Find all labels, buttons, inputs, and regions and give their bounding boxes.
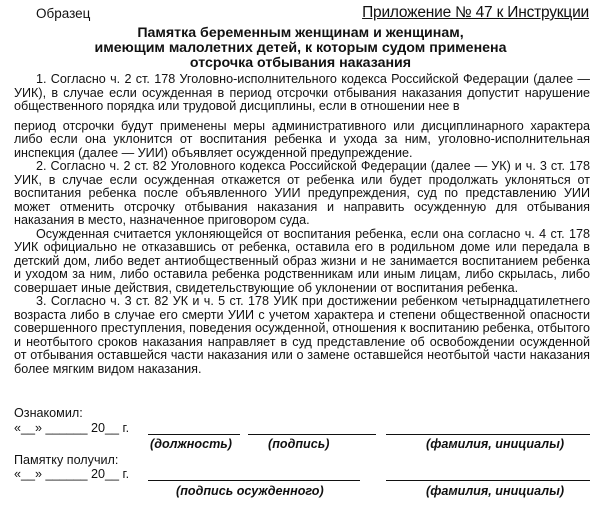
paragraph-1-continued: период отсрочки будут применены меры административного или дисциплинарного характера либо если она уклонится от воспитания ребенка и ухода за ним, уголовно-исполнительная инспекция (далее — УИИ) объявляет осужденной предупреждение. [14, 118, 590, 160]
caption-position: (должность) [150, 437, 232, 451]
title-line-2: имеющим малолетних детей, к которым судом применена [94, 40, 507, 56]
paragraph-3: Осужденная считается уклоняющейся от воспитания ребенка, если она согласно ч. 4 ст. 178 УИК официально не отказавшись от ребенка, оставила его в родильном доме или передала в детский дом, либо ведет антиобщественный образ жизни и не занимается воспитанием ребенка и уходом за ним, либо оставила ребенка родственникам или иным лицам, либо скрылась, либо совершает иные действия, свидетельствующие об уклонении от воспитания ребенка. [14, 226, 590, 295]
paragraph-2: 2. Согласно ч. 2 ст. 82 Уголовного кодекса Российской Федерации (далее — УК) и ч. 3 ст. 178 УИК, в случае если осужденная откажется от ребенка или будет продолжать уклоняться от воспитания ребенка после объявленного УИИ предупреждения, суд по представлению УИИ может отменить отсрочку отбывания наказания и направить осужденную для отбывания наказания в место, назначенное приговором суда. [14, 159, 590, 227]
title-line-1: Памятка беременным женщинам и женщинам, [137, 25, 464, 41]
caption-convict-signature: (подпись осужденного) [176, 484, 324, 498]
received-label: Памятку получил: [14, 453, 119, 467]
acknowledged-date: «__» ______ 20__ г. [14, 421, 130, 435]
name-field[interactable] [386, 434, 590, 435]
paragraph-1: 1. Согласно ч. 2 ст. 178 Уголовно-исполнительного кодекса Российской Федерации (далее — УИК), в случае если осужденная в период отсрочки отбывания наказания допустит нарушение общественного порядка или трудовой дисциплины, если в отношении нее в [14, 72, 590, 113]
caption-convict-name: (фамилия, инициалы) [426, 484, 565, 498]
document-title [0, 26, 601, 71]
document-body [14, 73, 590, 376]
caption-name: (фамилия, инициалы) [426, 437, 565, 451]
title-line-3: отсрочка отбывания наказания [189, 55, 412, 71]
signature-field[interactable] [248, 434, 376, 435]
received-date: «__» ______ 20__ г. [14, 467, 130, 481]
acknowledged-label: Ознакомил: [14, 406, 83, 420]
caption-signature: (подпись) [268, 437, 330, 451]
appendix-label: Приложение № 47 к Инструкции [362, 4, 589, 21]
convict-name-field[interactable] [386, 480, 590, 481]
sample-label: Образец [36, 6, 91, 21]
position-field[interactable] [148, 434, 240, 435]
convict-signature-field[interactable] [148, 480, 360, 481]
paragraph-4: 3. Согласно ч. 3 ст. 82 УК и ч. 5 ст. 178 УИК при достижении ребенком четырнадцатилетнего возраста либо в случае его смерти УИИ с учетом характера и степени общественной опасности совершенного преступления, поведения осужденной, отношения к воспитанию ребенка, отбытого и неотбытого сроков наказания направляет в суд представление об освобождении осужденной от отбывания оставшейся части наказания или о замене оставшейся неотбытой части наказания более мягким видом наказания. [14, 294, 590, 376]
